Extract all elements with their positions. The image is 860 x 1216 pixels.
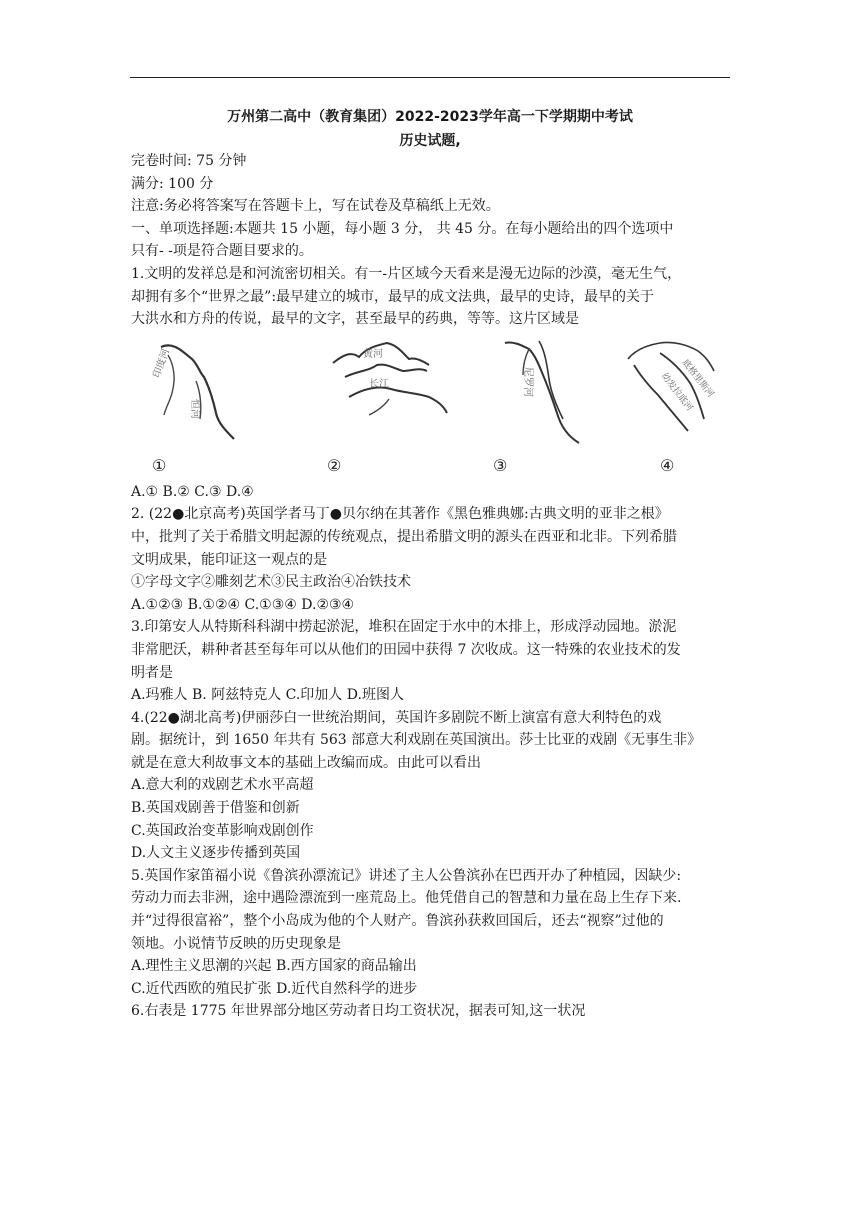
figure-number: ①: [152, 455, 167, 475]
question-line: 明者是: [131, 664, 173, 681]
question-line: 5.英国作家笛福小说《鲁滨孙漂流记》讲述了主人公鲁滨孙在巴西开办了种植园，因缺少:: [131, 867, 682, 884]
question-line: 领地。小说情节反映的历史现象是: [131, 935, 341, 952]
question-line: 文明成果，能印证这一观点的是: [131, 551, 327, 568]
question-line: 并“过得很富裕”，整个小岛成为他的个人财产。鲁滨孙获救回国后，还去“视察”过他的: [131, 913, 664, 930]
exam-body: [131, 150, 731, 1023]
question-6: [131, 1000, 731, 1023]
question-2: [131, 503, 731, 616]
map-label: 底格里斯河: [679, 357, 716, 400]
question-line: 2. (22●北京高考)英国学者马丁●贝尔纳在其著作《黑色雅典娜:古典文明的亚非之根》: [131, 506, 669, 523]
question-line: 非常肥沃，耕种者甚至每年可以从他们的田园中获得 7 次收成。这一特殊的农业技术的发: [131, 641, 681, 658]
question-4: [131, 707, 731, 865]
map-label: 长江: [369, 378, 389, 390]
figure-number: ④: [660, 455, 675, 475]
exam-time: 完卷时间: 75 分钟: [131, 153, 247, 169]
question-5: [131, 865, 731, 1001]
exam-subtitle: 历史试题,: [399, 133, 461, 149]
map-nile-icon: [499, 335, 589, 450]
question-line: 1.文明的发祥总是和河流密切相关。有一-片区域今天看来是漫无边际的沙漠，毫无生气，: [131, 265, 682, 282]
map-label: 黄河: [363, 348, 383, 360]
question-line: 却拥有多个“世界之最”:最早建立的城市，最早的成文法典，最早的史诗，最早的关于: [131, 288, 655, 305]
answer-option: B.英国戏剧善于借鉴和创新: [131, 800, 300, 817]
notice: 注意:务必将答案写在答题卡上，写在试卷及草稿纸上无效。: [131, 198, 500, 215]
question-3: [131, 616, 731, 706]
question-line: 6.右表是 1775 年世界部分地区劳动者日均工资状况，据表可知,这一状况: [131, 1003, 586, 1020]
answer-options: A.理性主义思潮的兴起 B.西方国家的商品输出: [131, 958, 417, 975]
answer-options: A.① B.② C.③ D.④: [131, 483, 254, 500]
map-label: 恒河: [189, 398, 200, 419]
question-line: ①字母文字②雕刻艺术③民主政治④冶铁技术: [131, 574, 411, 591]
section-heading: 只有- -项是符合题目要求的。: [131, 243, 313, 260]
river-maps: [131, 331, 731, 455]
question-line: 就是在意大利故事文本的基础上改编而成。由此可以看出: [131, 754, 481, 771]
map-china-icon: [329, 335, 449, 445]
answer-option: A.意大利的戏剧艺术水平高超: [131, 777, 314, 794]
answer-options: C.近代西欧的殖民扩张 D.近代自然科学的进步: [131, 980, 418, 997]
map-label: 幼发拉底河: [658, 371, 695, 413]
answer-option: C.英国政治变革影响戏剧创作: [131, 822, 314, 839]
section-heading: 一、单项选择题:本题共 15 小题，每小题 3 分， 共 45 分。在每小题给出的四个选项中: [131, 220, 674, 237]
exam-title: 万州第二高中（教育集团）2022-2023学年高一下学期期中考试: [227, 109, 633, 125]
question-line: 中，批判了关于希腊文明起源的传统观点，提出希腊文明的源头在西亚和北非。下列希腊: [131, 528, 677, 545]
question-line: 劳动力而去非洲，途中遇险漂流到一座荒岛上。他凭借自己的智慧和力量在岛上生存下来.: [131, 890, 682, 907]
question-line: 4.(22●湖北高考)伊丽莎白一世统治期间，英国许多剧院不断上演富有意大利特色的戏: [131, 709, 662, 726]
full-score: 满分: 100 分: [131, 175, 214, 192]
figure-number: ③: [493, 455, 508, 475]
answer-options: A.玛雅人 B. 阿兹特克人 C.印加人 D.班图人: [131, 687, 404, 704]
answer-options: A.①②③ B.①②④ C.①③④ D.②③④: [131, 596, 355, 613]
question-line: 3.印第安人从特斯科科湖中捞起淤泥，堆积在固定于水中的木排上，形成浮动园地。淤泥: [131, 619, 677, 636]
figure-number: ②: [327, 455, 342, 475]
question-line: 剧。据统计，到 1650 年共有 563 部意大利戏剧在英国演出。莎士比亚的戏剧《无事生非》: [131, 732, 702, 749]
answer-option: D.人文主义逐步传播到英国: [131, 845, 301, 862]
map-figure-numbers: [131, 455, 731, 481]
question-line: 大洪水和方舟的传说，最早的文字，甚至最早的药典，等等。这片区域是: [131, 311, 579, 328]
header-rule: [130, 77, 730, 78]
map-mesopotamia-icon: [624, 335, 724, 440]
map-india-icon: [151, 335, 236, 445]
map-label: 尼罗河: [522, 366, 533, 397]
question-1: [131, 263, 731, 503]
map-label: 印度河: [151, 347, 173, 380]
